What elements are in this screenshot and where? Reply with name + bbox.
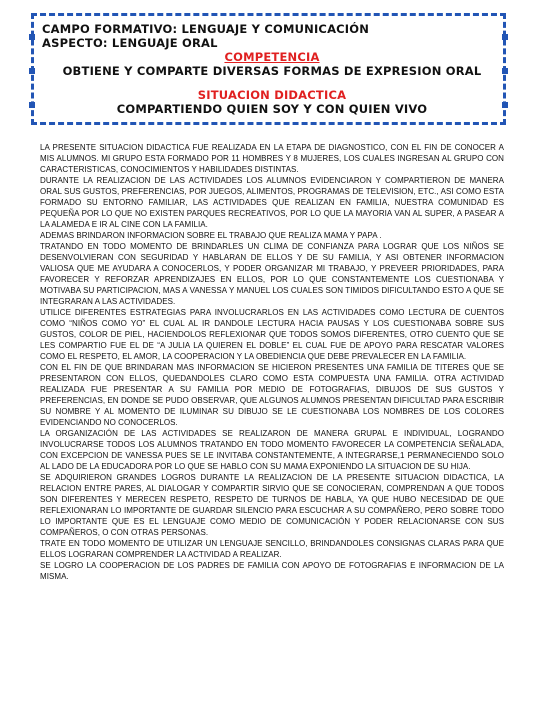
paragraph: LA ORGANIZACIÓN DE LAS ACTIVIDADES SE REALIZARON DE MANERA GRUPAL E INDIVIDUAL, LOGRANDO INVOLUCRARSE TODOS LOS ALUMNOS TRATANDO EN TODO MOMENTO FAVORECER LA COMPETENCIA SEÑALADA, CON EXCEPCION DE VANESSA PUES SE LE INVITABA CONSTANTEMENTE, A INTEGRARSE,1 PERMANECIENDO SOLO AL LADO DE LA EDUCADORA POR LO QUE SE HABLO CON SU MAMA EXPONIENDO LA SITUACION DE SU HIJA. [40,429,504,471]
frame-marker [29,102,35,108]
competencia-text: OBTIENE Y COMPARTE DIVERSAS FORMAS DE EXPRESION ORAL [62,64,482,78]
paragraph: UTILICE DIFERENTES ESTRATEGIAS PARA INVOLUCRARLOS EN LAS ACTIVIDADES COMO LECTURA DE CUENTOS COMO “NIÑOS COMO YO” EL CUAL AL IR DANDOLE LECTURA HACIA PAUSAS Y LOS CUESTIONABA SOBRE SUS GUSTOS, COLOR DE PIEL, HACIENDOLOS REFLEXIONAR QUE TODOS SOMOS DIFERENTES, OTRO CUENTO QUE SE LES COMPARTIO FUE EL DE “A JULIA LA QUIEREN EL DOBLE” EL CUAL FUE DE APOYO PARA RESCATAR VALORES COMO EL RESPETO, EL AMOR, LA COOPERACION Y LA OBEDIENCIA QUE DEBE PREVALECER EN LA FAMILIA. [40,308,504,361]
situacion-title: COMPARTIENDO QUIEN SOY Y CON QUIEN VIVO [116,102,428,116]
frame-marker [29,68,35,74]
paragraph: TRATANDO EN TODO MOMENTO DE BRINDARLES UN CLIMA DE CONFIANZA PARA LOGRAR QUE LOS NIÑOS SE DESENVOLVIERAN CON SEGURIDAD Y HABLARAN DE ELLOS Y DE SU FAMILIA, Y ASI OBTENER INFORMACION VALIOSA QUE ME AYUDARA A CONOCERLOS, Y PODER ORGANIZAR MI TRABAJO, Y PREVEER PRIORIDADES, PARA FAVORECER Y REFORZAR APRENDIZAJES EN ELLOS, POR LO QUE CONSTANTEMENTE LOS CUESTIONABA Y MOTIVABA SU PARTICIPACION, MAS A VANESSA Y MANUEL LOS CUALES SON TIMIDOS DIFICULTANDO ESTO A QUE SE INTEGRARAN A LAS ACTIVIDADES. [40,242,504,306]
document-body [40,142,504,582]
paragraph: SE ADQUIRIERON GRANDES LOGROS DURANTE LA REALIZACION DE LA PRESENTE SITUACION DIDACTICA, LA RELACION ENTRE PARES, AL DIALOGAR Y COMPARTIR SIRVIO QUE SE CONOCIERAN, COMPRENDAN A QUE TODOS SON DIFERENTES Y MERECEN RESPETO, RESPETO DE TURNOS DE HABLA, YA QUE HUBO NECESIDAD DE QUE REFLEXIONARAN LO IMPORTANTE DE GUARDAR SILENCIO PARA ESCUCHAR A SU COMPAÑERO, PERO SOBRE TODO LO IMPORTANTE QUE ES EL LENGUAJE COMO MEDIO DE COMUNICACIÓN Y PODER RELACIONARSE CON SUS COMPAÑEROS, O CON OTRAS PERSONAS. [40,473,504,537]
frame-marker [502,34,508,40]
paragraph: SE LOGRO LA COOPERACION DE LOS PADRES DE FAMILIA CON APOYO DE FOTOGRAFIAS E INFORMACION DE LA MISMA. [40,561,504,581]
paragraph: TRATE EN TODO MOMENTO DE UTILIZAR UN LENGUAJE SENCILLO, BRINDANDOLES CONSIGNAS CLARAS PARA QUE ELLOS LOGRARAN COMPRENDER LA ACTIVIDAD A REALIZAR. [40,539,504,559]
paragraph: LA PRESENTE SITUACION DIDACTICA FUE REALIZADA EN LA ETAPA DE DIAGNOSTICO, CON EL FIN DE CONOCER A MIS ALUMNOS. MI GRUPO ESTA FORMADO POR 11 HOMBRES Y 8 MUJERES, LOS CUALES INGRESAN AL GRUPO CON CARACTERISTICAS, CONOCIMIENTOS Y HABILIDADES DISTINTAS. [40,143,504,174]
header [42,22,502,116]
frame-marker [502,68,508,74]
paragraph: DURANTE LA REALIZACION DE LAS ACTIVIDADES LOS ALUMNOS EVIDENCIARON Y COMPARTIERON DE MANERA ORAL SUS GUSTOS, PREFERENCIAS, POR JUEGOS, ALIMENTOS, PROGRAMAS DE TELEVISION, ETC., ASI COMO ESTA FORMADO SU ENTORNO FAMILIAR, LAS ACTIVIDADES QUE REALIZAN EN FAMILIA, NUESTRA COMUNIDAD ES PEQUEÑA POR LO QUE NO EXISTEN PARQUES RECREATIVOS, POR LO QUE LA MAYORIA VAN AL SUPER, A PASEAR A LA ALAMEDA E IR AL CINE CON LA FAMILIA. [40,176,504,229]
paragraph: CON EL FIN DE QUE BRINDARAN MAS INFORMACION SE HICIERON PRESENTES UNA FAMILIA DE TITERES QUE SE PRESENTARON CON ELLOS, QUEDANDOLES CLARO COMO ESTA COMPUESTA UNA FAMILIA. OTRA ACTIVIDAD REALIZADA FUE PRESENTAR A SU FAMILIA POR MEDIO DE FOTOGRAFIAS, DIBUJOS DE SUS GUSTOS Y PREFERENCIAS, EN DONDE SE PUDO OBSERVAR, QUE ALGUNOS ALUMNOS PRESENTAN DIFICULTAD PARA ESCRIBIR SU NOMBRE Y AL MOMENTO DE ILUMINAR SU DIBUJO SE LE CUESTIONABA LOS NOMBRES DE LOS COLORES EVIDENCIANDO NO CONOCERLOS. [40,363,504,427]
aspecto: ASPECTO: LENGUAJE ORAL [42,36,218,50]
campo-formativo: CAMPO FORMATIVO: LENGUAJE Y COMUNICACIÓN [42,22,370,36]
competencia-label: COMPETENCIA [224,50,320,64]
paragraph: ADEMAS BRINDARON INFORMACION SOBRE EL TRABAJO QUE REALIZA MAMA Y PAPA . [40,231,382,240]
frame-marker [502,102,508,108]
situacion-label: SITUACION DIDACTICA [197,88,347,102]
frame-marker [29,34,35,40]
